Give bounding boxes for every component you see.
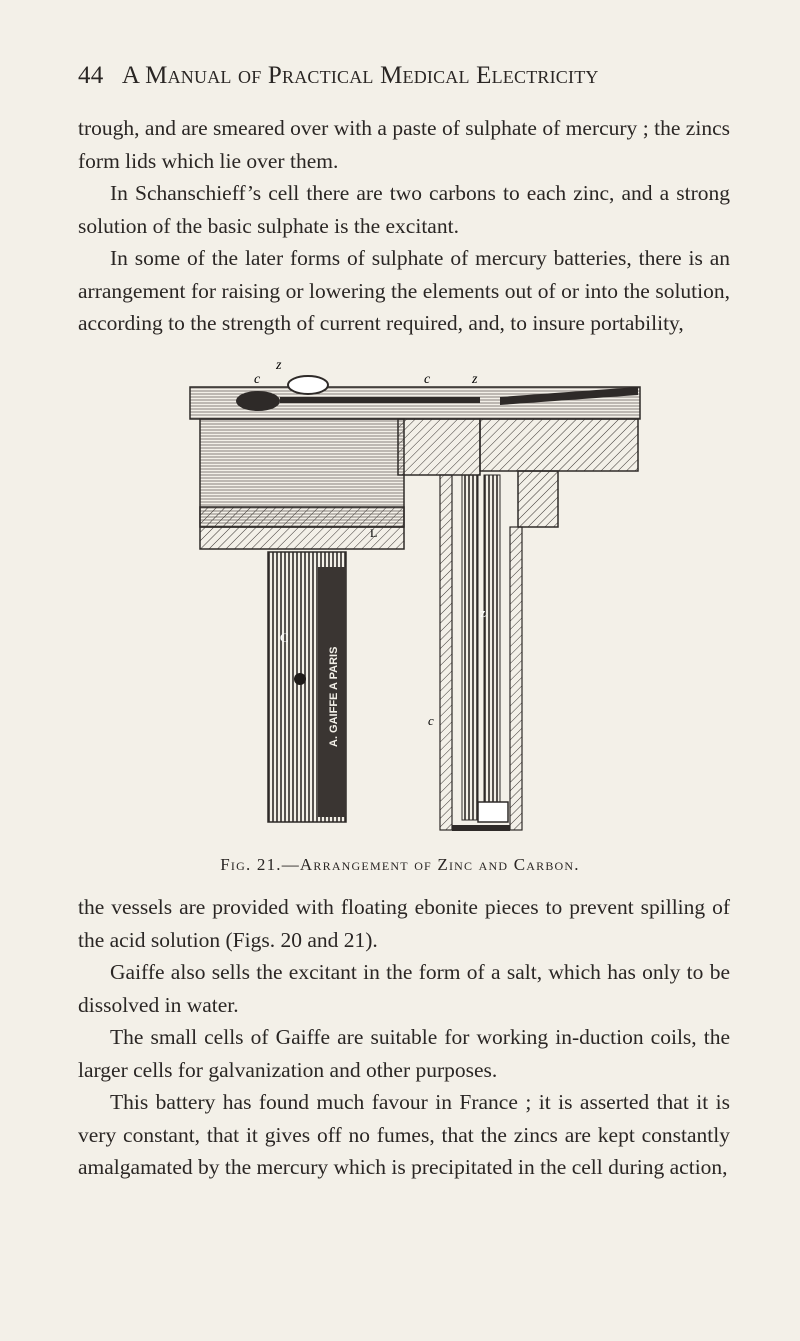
- paragraph: The small cells of Gaiffe are suitable for working in-duction coils, the larger cells for galvanization and other purposes.: [78, 1025, 730, 1082]
- connecting-strip: [280, 397, 480, 403]
- body-text-bottom: [78, 891, 730, 1184]
- paragraph: trough, and are smeared over with a paste of sulphate of mercury ; the zincs form lids which lie over them.: [78, 116, 730, 173]
- label-z-top: z: [276, 358, 282, 373]
- label-c-jar: C: [280, 630, 289, 645]
- terminal-knob-icon: [288, 376, 328, 394]
- label-z-right: z: [472, 372, 478, 387]
- cylinder-rivet-icon: [294, 673, 306, 685]
- right-cover: [480, 419, 638, 471]
- center-clamp: [398, 419, 480, 475]
- label-z-rod: z: [480, 605, 486, 620]
- paragraph: In Schanschieff’s cell there are two carbons to each zinc, and a strong solution of the basic sulphate is the excitant.: [78, 181, 730, 238]
- vessel-bottom: [452, 825, 510, 831]
- right-clamp: [518, 471, 558, 527]
- figure-caption: Fig. 21.—Arrangement of Zinc and Carbon.: [220, 855, 580, 874]
- maker-mark: A. GAIFFE A PARIS: [328, 646, 340, 747]
- battery-illustration: [180, 357, 642, 835]
- carbon-rod: [484, 475, 500, 820]
- running-title: A Manual of Practical Medical Electricity: [121, 62, 599, 89]
- label-l: L: [370, 526, 378, 540]
- body-text-top: [78, 112, 730, 340]
- paragraph: This battery has found much favour in France ; it is asserted that it is very constant, that it gives off no fumes, that the zincs are kept constantly amalgamated by the mercury which is precipitated in the cell during action,: [78, 1090, 730, 1179]
- vessel-wall-right: [510, 527, 522, 830]
- running-header: [78, 62, 599, 90]
- paragraph: Gaiffe also sells the excitant in the form of a salt, which has only to be dissolved in water.: [78, 960, 730, 1017]
- paragraph: the vessels are provided with floating ebonite pieces to prevent spilling of the acid solution (Figs. 20 and 21).: [78, 895, 730, 952]
- vessel-wall-left: [440, 475, 452, 830]
- page-number: 44: [78, 62, 104, 89]
- zinc-rod: [462, 475, 478, 820]
- label-c-rod: c: [428, 713, 434, 728]
- label-c-right: c: [424, 372, 431, 387]
- terminal-screw-icon: [236, 391, 280, 411]
- rod-base: [478, 802, 508, 822]
- label-c-left: c: [254, 372, 261, 387]
- paragraph: In some of the later forms of sulphate of mercury batteries, there is an arrangement for raising or lowering the elements out of or into the solution, according to the strength of current required, and, to insure portability,: [78, 246, 730, 335]
